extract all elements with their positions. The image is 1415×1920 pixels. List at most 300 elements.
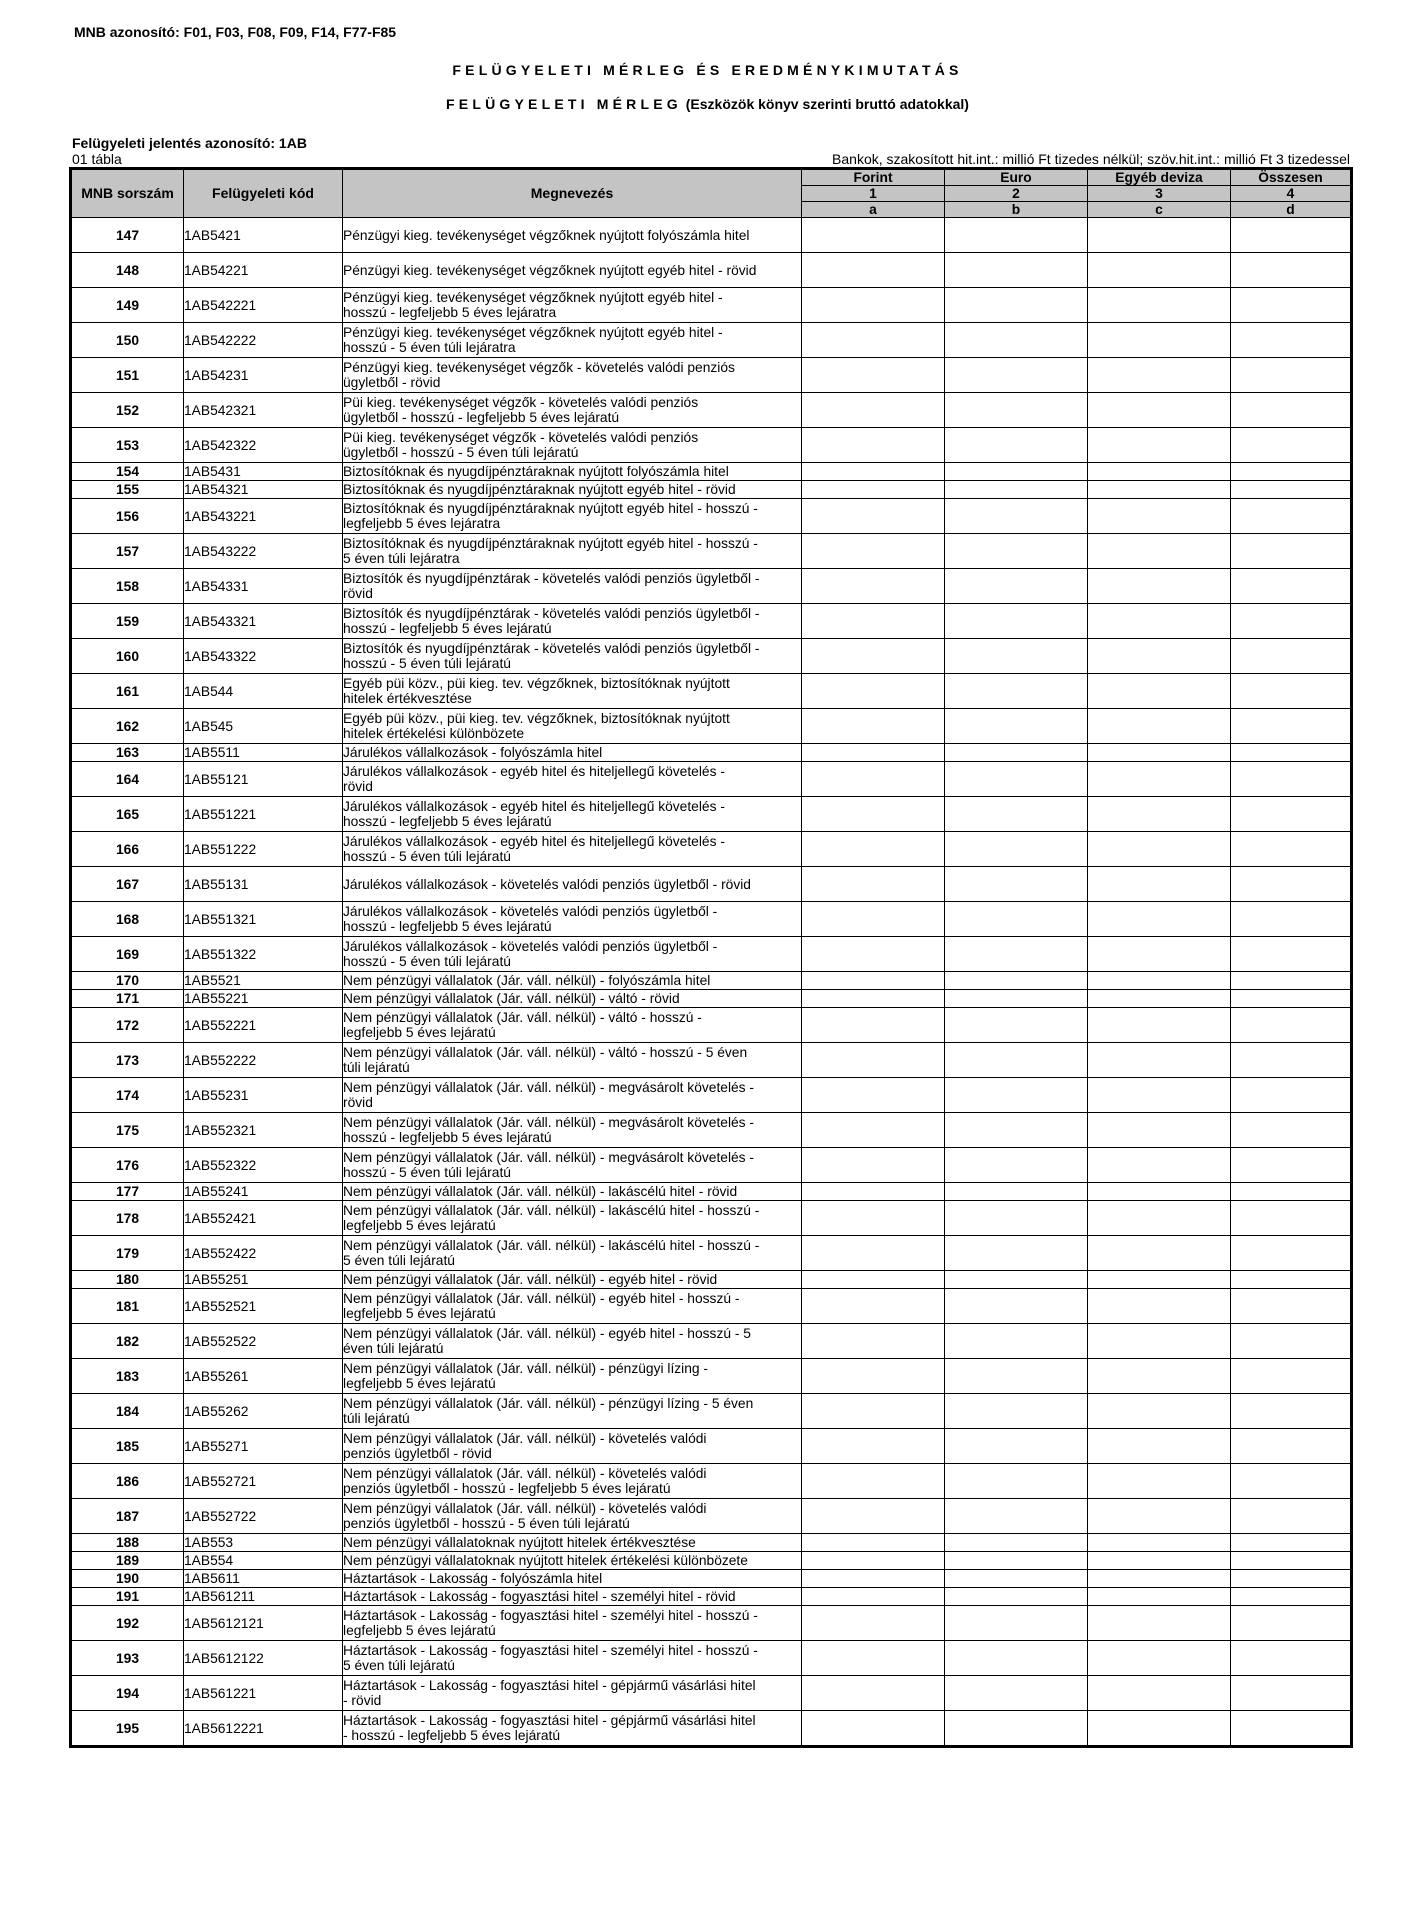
value-cell-forint[interactable] bbox=[802, 1711, 945, 1747]
value-cell-euro[interactable] bbox=[945, 1606, 1088, 1641]
value-cell-egyeb-deviza[interactable] bbox=[1088, 463, 1231, 481]
row-description bbox=[343, 253, 802, 288]
value-cell-egyeb-deviza[interactable] bbox=[1088, 534, 1231, 569]
value-cell-euro[interactable] bbox=[945, 1008, 1088, 1043]
value-cell-osszesen[interactable] bbox=[1231, 1359, 1352, 1394]
description-line: Egyéb püi közv., püi kieg. tev. végzőknek, biztosítóknak nyújtott bbox=[343, 711, 730, 726]
value-cell-egyeb-deviza[interactable] bbox=[1088, 481, 1231, 499]
value-cell-euro[interactable] bbox=[945, 1289, 1088, 1324]
value-cell-osszesen[interactable] bbox=[1231, 1711, 1352, 1747]
row-code: 1AB55262 bbox=[184, 1394, 343, 1429]
value-cell-euro[interactable] bbox=[945, 358, 1088, 393]
value-cell-egyeb-deviza[interactable] bbox=[1088, 1534, 1231, 1552]
value-cell-forint[interactable] bbox=[802, 1236, 945, 1271]
value-cell-forint[interactable] bbox=[802, 253, 945, 288]
description-line: Nem pénzügyi vállalatok (Jár. váll. nélkül) - váltó - hosszú - 5 éven bbox=[343, 1045, 748, 1060]
col-header-osszesen: Összesen bbox=[1231, 169, 1352, 186]
row-code: 1AB55231 bbox=[184, 1078, 343, 1113]
value-cell-forint[interactable] bbox=[802, 323, 945, 358]
value-cell-osszesen[interactable] bbox=[1231, 288, 1352, 323]
table-row bbox=[71, 797, 1352, 832]
value-cell-forint[interactable] bbox=[802, 1113, 945, 1148]
row-number: 169 bbox=[71, 937, 184, 972]
value-cell-forint[interactable] bbox=[802, 1289, 945, 1324]
value-cell-forint[interactable] bbox=[802, 1606, 945, 1641]
row-code: 1AB5612122 bbox=[184, 1641, 343, 1676]
table-row bbox=[71, 1429, 1352, 1464]
table-row bbox=[71, 709, 1352, 744]
table-row bbox=[71, 1183, 1352, 1201]
description-line: Nem pénzügyi vállalatok (Jár. váll. nélkül) - egyéb hitel - rövid bbox=[343, 1272, 718, 1287]
row-code: 1AB55221 bbox=[184, 990, 343, 1008]
value-cell-forint[interactable] bbox=[802, 1183, 945, 1201]
value-cell-osszesen[interactable] bbox=[1231, 1552, 1352, 1570]
value-cell-euro[interactable] bbox=[945, 288, 1088, 323]
value-cell-egyeb-deviza[interactable] bbox=[1088, 1394, 1231, 1429]
value-cell-egyeb-deviza[interactable] bbox=[1088, 709, 1231, 744]
value-cell-forint[interactable] bbox=[802, 709, 945, 744]
value-cell-osszesen[interactable] bbox=[1231, 797, 1352, 832]
description-line: Nem pénzügyi vállalatok (Jár. váll. nélkül) - lakáscélú hitel - hosszú - bbox=[343, 1203, 760, 1218]
value-cell-forint[interactable] bbox=[802, 481, 945, 499]
row-description bbox=[343, 1183, 802, 1201]
value-cell-osszesen[interactable] bbox=[1231, 218, 1352, 253]
value-cell-egyeb-deviza[interactable] bbox=[1088, 1641, 1231, 1676]
row-code: 1AB545 bbox=[184, 709, 343, 744]
value-cell-osszesen[interactable] bbox=[1231, 1429, 1352, 1464]
row-code: 1AB551222 bbox=[184, 832, 343, 867]
value-cell-egyeb-deviza[interactable] bbox=[1088, 499, 1231, 534]
value-cell-egyeb-deviza[interactable] bbox=[1088, 1359, 1231, 1394]
value-cell-egyeb-deviza[interactable] bbox=[1088, 1289, 1231, 1324]
value-cell-osszesen[interactable] bbox=[1231, 1641, 1352, 1676]
value-cell-euro[interactable] bbox=[945, 972, 1088, 990]
value-cell-euro[interactable] bbox=[945, 1464, 1088, 1499]
row-number: 155 bbox=[71, 481, 184, 499]
value-cell-euro[interactable] bbox=[945, 902, 1088, 937]
row-code: 1AB55241 bbox=[184, 1183, 343, 1201]
value-cell-egyeb-deviza[interactable] bbox=[1088, 990, 1231, 1008]
value-cell-egyeb-deviza[interactable] bbox=[1088, 674, 1231, 709]
value-cell-egyeb-deviza[interactable] bbox=[1088, 393, 1231, 428]
value-cell-forint[interactable] bbox=[802, 744, 945, 762]
value-cell-euro[interactable] bbox=[945, 990, 1088, 1008]
description-line: rövid bbox=[343, 779, 373, 794]
row-code: 1AB551322 bbox=[184, 937, 343, 972]
value-cell-euro[interactable] bbox=[945, 1043, 1088, 1078]
value-cell-euro[interactable] bbox=[945, 762, 1088, 797]
value-cell-euro[interactable] bbox=[945, 1271, 1088, 1289]
value-cell-egyeb-deviza[interactable] bbox=[1088, 1078, 1231, 1113]
value-cell-osszesen[interactable] bbox=[1231, 937, 1352, 972]
value-cell-osszesen[interactable] bbox=[1231, 1183, 1352, 1201]
value-cell-euro[interactable] bbox=[945, 1588, 1088, 1606]
value-cell-euro[interactable] bbox=[945, 499, 1088, 534]
row-description bbox=[343, 674, 802, 709]
row-description bbox=[343, 534, 802, 569]
value-cell-osszesen[interactable] bbox=[1231, 1534, 1352, 1552]
value-cell-osszesen[interactable] bbox=[1231, 1588, 1352, 1606]
row-code: 1AB552521 bbox=[184, 1289, 343, 1324]
value-cell-osszesen[interactable] bbox=[1231, 1078, 1352, 1113]
row-description bbox=[343, 1078, 802, 1113]
value-cell-osszesen[interactable] bbox=[1231, 832, 1352, 867]
row-number: 160 bbox=[71, 639, 184, 674]
table-row bbox=[71, 674, 1352, 709]
value-cell-osszesen[interactable] bbox=[1231, 1324, 1352, 1359]
value-cell-euro[interactable] bbox=[945, 832, 1088, 867]
value-cell-osszesen[interactable] bbox=[1231, 1113, 1352, 1148]
row-code: 1AB5611 bbox=[184, 1570, 343, 1588]
value-cell-euro[interactable] bbox=[945, 1429, 1088, 1464]
value-cell-euro[interactable] bbox=[945, 1570, 1088, 1588]
value-cell-osszesen[interactable] bbox=[1231, 1201, 1352, 1236]
table-row bbox=[71, 937, 1352, 972]
value-cell-osszesen[interactable] bbox=[1231, 1676, 1352, 1711]
row-number: 159 bbox=[71, 604, 184, 639]
value-cell-forint[interactable] bbox=[802, 832, 945, 867]
value-cell-forint[interactable] bbox=[802, 1008, 945, 1043]
description-line: 5 éven túli lejáratra bbox=[343, 551, 460, 566]
value-cell-egyeb-deviza[interactable] bbox=[1088, 604, 1231, 639]
row-code: 1AB551221 bbox=[184, 797, 343, 832]
value-cell-osszesen[interactable] bbox=[1231, 1606, 1352, 1641]
value-cell-forint[interactable] bbox=[802, 1641, 945, 1676]
row-number: 192 bbox=[71, 1606, 184, 1641]
row-description bbox=[343, 1236, 802, 1271]
value-cell-euro[interactable] bbox=[945, 1078, 1088, 1113]
value-cell-forint[interactable] bbox=[802, 1359, 945, 1394]
value-cell-euro[interactable] bbox=[945, 709, 1088, 744]
value-cell-euro[interactable] bbox=[945, 218, 1088, 253]
value-cell-egyeb-deviza[interactable] bbox=[1088, 288, 1231, 323]
description-line: Nem pénzügyi vállalatok (Jár. váll. nélkül) - követelés valódi bbox=[343, 1466, 707, 1481]
value-cell-forint[interactable] bbox=[802, 1429, 945, 1464]
description-line: Járulékos vállalkozások - követelés valódi penziós ügyletből - bbox=[343, 939, 718, 954]
value-cell-osszesen[interactable] bbox=[1231, 762, 1352, 797]
description-line: Járulékos vállalkozások - követelés valódi penziós ügyletből - bbox=[343, 904, 718, 919]
row-code: 1AB54231 bbox=[184, 358, 343, 393]
row-code: 1AB551321 bbox=[184, 902, 343, 937]
row-description bbox=[343, 832, 802, 867]
value-cell-euro[interactable] bbox=[945, 1676, 1088, 1711]
value-cell-forint[interactable] bbox=[802, 937, 945, 972]
row-description bbox=[343, 1588, 802, 1606]
row-number: 189 bbox=[71, 1552, 184, 1570]
description-line: 5 éven túli lejáratú bbox=[343, 1658, 455, 1673]
row-number: 184 bbox=[71, 1394, 184, 1429]
col-letter: b bbox=[945, 202, 1088, 218]
value-cell-euro[interactable] bbox=[945, 797, 1088, 832]
row-number: 178 bbox=[71, 1201, 184, 1236]
value-cell-euro[interactable] bbox=[945, 393, 1088, 428]
value-cell-osszesen[interactable] bbox=[1231, 1148, 1352, 1183]
value-cell-forint[interactable] bbox=[802, 1464, 945, 1499]
value-cell-egyeb-deviza[interactable] bbox=[1088, 1676, 1231, 1711]
value-cell-forint[interactable] bbox=[802, 1148, 945, 1183]
value-cell-egyeb-deviza[interactable] bbox=[1088, 1201, 1231, 1236]
value-cell-euro[interactable] bbox=[945, 1552, 1088, 1570]
description-line: penziós ügyletből - hosszú - legfeljebb 5 éves lejáratú bbox=[343, 1481, 671, 1496]
value-cell-euro[interactable] bbox=[945, 253, 1088, 288]
value-cell-osszesen[interactable] bbox=[1231, 972, 1352, 990]
value-cell-egyeb-deviza[interactable] bbox=[1088, 1113, 1231, 1148]
table-row bbox=[71, 569, 1352, 604]
value-cell-egyeb-deviza[interactable] bbox=[1088, 762, 1231, 797]
value-cell-osszesen[interactable] bbox=[1231, 428, 1352, 463]
value-cell-forint[interactable] bbox=[802, 1271, 945, 1289]
description-line: Biztosítók és nyugdíjpénztárak - követelés valódi penziós ügyletből - bbox=[343, 571, 760, 586]
value-cell-forint[interactable] bbox=[802, 762, 945, 797]
row-number: 170 bbox=[71, 972, 184, 990]
value-cell-egyeb-deviza[interactable] bbox=[1088, 1429, 1231, 1464]
value-cell-euro[interactable] bbox=[945, 937, 1088, 972]
value-cell-forint[interactable] bbox=[802, 990, 945, 1008]
value-cell-euro[interactable] bbox=[945, 1534, 1088, 1552]
value-cell-forint[interactable] bbox=[802, 867, 945, 902]
value-cell-osszesen[interactable] bbox=[1231, 323, 1352, 358]
value-cell-egyeb-deviza[interactable] bbox=[1088, 1464, 1231, 1499]
value-cell-egyeb-deviza[interactable] bbox=[1088, 1588, 1231, 1606]
row-number: 173 bbox=[71, 1043, 184, 1078]
description-line: hitelek értékelési különbözete bbox=[343, 726, 525, 741]
value-cell-egyeb-deviza[interactable] bbox=[1088, 253, 1231, 288]
value-cell-egyeb-deviza[interactable] bbox=[1088, 1606, 1231, 1641]
value-cell-forint[interactable] bbox=[802, 1499, 945, 1534]
value-cell-euro[interactable] bbox=[945, 639, 1088, 674]
value-cell-forint[interactable] bbox=[802, 463, 945, 481]
value-cell-egyeb-deviza[interactable] bbox=[1088, 744, 1231, 762]
value-cell-euro[interactable] bbox=[945, 534, 1088, 569]
value-cell-egyeb-deviza[interactable] bbox=[1088, 1148, 1231, 1183]
table-row bbox=[71, 1570, 1352, 1588]
value-cell-forint[interactable] bbox=[802, 1201, 945, 1236]
value-cell-egyeb-deviza[interactable] bbox=[1088, 937, 1231, 972]
row-description bbox=[343, 1271, 802, 1289]
value-cell-egyeb-deviza[interactable] bbox=[1088, 797, 1231, 832]
description-line: Nem pénzügyi vállalatok (Jár. váll. nélkül) - pénzügyi lízing - 5 éven bbox=[343, 1396, 754, 1411]
value-cell-osszesen[interactable] bbox=[1231, 481, 1352, 499]
value-cell-osszesen[interactable] bbox=[1231, 253, 1352, 288]
value-cell-osszesen[interactable] bbox=[1231, 604, 1352, 639]
value-cell-osszesen[interactable] bbox=[1231, 358, 1352, 393]
col-number: 3 bbox=[1088, 186, 1231, 202]
row-code: 1AB554 bbox=[184, 1552, 343, 1570]
table-row bbox=[71, 1606, 1352, 1641]
row-description bbox=[343, 1113, 802, 1148]
value-cell-osszesen[interactable] bbox=[1231, 393, 1352, 428]
value-cell-egyeb-deviza[interactable] bbox=[1088, 1324, 1231, 1359]
description-line: legfeljebb 5 éves lejáratú bbox=[343, 1376, 496, 1391]
description-line: túli lejáratú bbox=[343, 1411, 410, 1426]
table-row bbox=[71, 1289, 1352, 1324]
row-description bbox=[343, 937, 802, 972]
col-letter: a bbox=[802, 202, 945, 218]
value-cell-osszesen[interactable] bbox=[1231, 1008, 1352, 1043]
description-line: Nem pénzügyi vállalatok (Jár. váll. nélkül) - megvásárolt követelés - bbox=[343, 1115, 755, 1130]
value-cell-forint[interactable] bbox=[802, 1394, 945, 1429]
table-row bbox=[71, 1394, 1352, 1429]
value-cell-osszesen[interactable] bbox=[1231, 1271, 1352, 1289]
row-code: 1AB552721 bbox=[184, 1464, 343, 1499]
col-number: 4 bbox=[1231, 186, 1352, 202]
table-row bbox=[71, 1641, 1352, 1676]
value-cell-osszesen[interactable] bbox=[1231, 534, 1352, 569]
value-cell-forint[interactable] bbox=[802, 358, 945, 393]
value-cell-euro[interactable] bbox=[945, 1359, 1088, 1394]
col-header-megnevezes: Megnevezés bbox=[343, 169, 802, 218]
value-cell-euro[interactable] bbox=[945, 1324, 1088, 1359]
value-cell-forint[interactable] bbox=[802, 534, 945, 569]
row-code: 1AB552722 bbox=[184, 1499, 343, 1534]
value-cell-egyeb-deviza[interactable] bbox=[1088, 1043, 1231, 1078]
description-line: rövid bbox=[343, 1095, 373, 1110]
value-cell-egyeb-deviza[interactable] bbox=[1088, 902, 1231, 937]
value-cell-euro[interactable] bbox=[945, 1148, 1088, 1183]
value-cell-egyeb-deviza[interactable] bbox=[1088, 1570, 1231, 1588]
description-line: Nem pénzügyi vállalatok (Jár. váll. nélkül) - követelés valódi bbox=[343, 1501, 707, 1516]
table-row bbox=[71, 867, 1352, 902]
value-cell-osszesen[interactable] bbox=[1231, 1394, 1352, 1429]
value-cell-forint[interactable] bbox=[802, 499, 945, 534]
value-cell-forint[interactable] bbox=[802, 1552, 945, 1570]
value-cell-forint[interactable] bbox=[802, 1534, 945, 1552]
value-cell-egyeb-deviza[interactable] bbox=[1088, 1008, 1231, 1043]
value-cell-egyeb-deviza[interactable] bbox=[1088, 972, 1231, 990]
value-cell-osszesen[interactable] bbox=[1231, 1289, 1352, 1324]
value-cell-forint[interactable] bbox=[802, 902, 945, 937]
value-cell-osszesen[interactable] bbox=[1231, 744, 1352, 762]
row-number: 180 bbox=[71, 1271, 184, 1289]
description-line: Nem pénzügyi vállalatoknak nyújtott hitelek értékelési különbözete bbox=[343, 1553, 748, 1568]
description-line: hosszú - legfeljebb 5 éves lejáratú bbox=[343, 621, 552, 636]
table-row bbox=[71, 499, 1352, 534]
value-cell-forint[interactable] bbox=[802, 393, 945, 428]
row-description bbox=[343, 463, 802, 481]
value-cell-egyeb-deviza[interactable] bbox=[1088, 569, 1231, 604]
value-cell-osszesen[interactable] bbox=[1231, 1499, 1352, 1534]
value-cell-euro[interactable] bbox=[945, 323, 1088, 358]
value-cell-forint[interactable] bbox=[802, 218, 945, 253]
value-cell-euro[interactable] bbox=[945, 463, 1088, 481]
value-cell-forint[interactable] bbox=[802, 1676, 945, 1711]
value-cell-egyeb-deviza[interactable] bbox=[1088, 323, 1231, 358]
value-cell-forint[interactable] bbox=[802, 639, 945, 674]
value-cell-euro[interactable] bbox=[945, 1183, 1088, 1201]
value-cell-forint[interactable] bbox=[802, 1324, 945, 1359]
value-cell-euro[interactable] bbox=[945, 428, 1088, 463]
value-cell-osszesen[interactable] bbox=[1231, 463, 1352, 481]
value-cell-euro[interactable] bbox=[945, 1201, 1088, 1236]
value-cell-osszesen[interactable] bbox=[1231, 867, 1352, 902]
value-cell-euro[interactable] bbox=[945, 569, 1088, 604]
description-line: Háztartások - Lakosság - fogyasztási hitel - személyi hitel - hosszú - bbox=[343, 1643, 758, 1658]
description-line: Nem pénzügyi vállalatok (Jár. váll. nélkül) - követelés valódi bbox=[343, 1431, 707, 1446]
description-line: legfeljebb 5 éves lejáratú bbox=[343, 1025, 496, 1040]
value-cell-euro[interactable] bbox=[945, 867, 1088, 902]
value-cell-egyeb-deviza[interactable] bbox=[1088, 867, 1231, 902]
table-row bbox=[71, 1236, 1352, 1271]
value-cell-euro[interactable] bbox=[945, 674, 1088, 709]
row-number: 188 bbox=[71, 1534, 184, 1552]
value-cell-egyeb-deviza[interactable] bbox=[1088, 639, 1231, 674]
value-cell-forint[interactable] bbox=[802, 288, 945, 323]
value-cell-egyeb-deviza[interactable] bbox=[1088, 1236, 1231, 1271]
value-cell-osszesen[interactable] bbox=[1231, 639, 1352, 674]
value-cell-egyeb-deviza[interactable] bbox=[1088, 1183, 1231, 1201]
description-line: penziós ügyletből - rövid bbox=[343, 1446, 492, 1461]
table-row bbox=[71, 832, 1352, 867]
value-cell-osszesen[interactable] bbox=[1231, 569, 1352, 604]
row-description bbox=[343, 393, 802, 428]
value-cell-forint[interactable] bbox=[802, 604, 945, 639]
value-cell-egyeb-deviza[interactable] bbox=[1088, 358, 1231, 393]
description-line: hosszú - 5 éven túli lejáratú bbox=[343, 849, 511, 864]
value-cell-euro[interactable] bbox=[945, 1394, 1088, 1429]
value-cell-forint[interactable] bbox=[802, 428, 945, 463]
value-cell-forint[interactable] bbox=[802, 1078, 945, 1113]
value-cell-euro[interactable] bbox=[945, 1499, 1088, 1534]
row-code: 1AB543322 bbox=[184, 639, 343, 674]
row-code: 1AB552422 bbox=[184, 1236, 343, 1271]
value-cell-egyeb-deviza[interactable] bbox=[1088, 832, 1231, 867]
value-cell-euro[interactable] bbox=[945, 604, 1088, 639]
description-line: Nem pénzügyi vállalatok (Jár. váll. nélkül) - egyéb hitel - hosszú - 5 bbox=[343, 1326, 751, 1341]
row-code: 1AB54321 bbox=[184, 481, 343, 499]
row-code: 1AB543321 bbox=[184, 604, 343, 639]
value-cell-egyeb-deviza[interactable] bbox=[1088, 218, 1231, 253]
value-cell-osszesen[interactable] bbox=[1231, 1570, 1352, 1588]
col-header-sorszam: MNB sorszám bbox=[71, 169, 184, 218]
value-cell-euro[interactable] bbox=[945, 1236, 1088, 1271]
value-cell-forint[interactable] bbox=[802, 1043, 945, 1078]
value-cell-egyeb-deviza[interactable] bbox=[1088, 428, 1231, 463]
value-cell-egyeb-deviza[interactable] bbox=[1088, 1711, 1231, 1747]
value-cell-euro[interactable] bbox=[945, 481, 1088, 499]
value-cell-osszesen[interactable] bbox=[1231, 1043, 1352, 1078]
value-cell-osszesen[interactable] bbox=[1231, 1236, 1352, 1271]
col-header-egyeb-deviza: Egyéb deviza bbox=[1088, 169, 1231, 186]
row-number: 187 bbox=[71, 1499, 184, 1534]
value-cell-egyeb-deviza[interactable] bbox=[1088, 1499, 1231, 1534]
description-line: Járulékos vállalkozások - egyéb hitel és hiteljellegű követelés - bbox=[343, 799, 725, 814]
description-line: hitelek értékvesztése bbox=[343, 691, 472, 706]
value-cell-forint[interactable] bbox=[802, 1588, 945, 1606]
value-cell-osszesen[interactable] bbox=[1231, 990, 1352, 1008]
value-cell-euro[interactable] bbox=[945, 744, 1088, 762]
value-cell-egyeb-deviza[interactable] bbox=[1088, 1271, 1231, 1289]
value-cell-forint[interactable] bbox=[802, 674, 945, 709]
row-description bbox=[343, 1676, 802, 1711]
value-cell-forint[interactable] bbox=[802, 569, 945, 604]
value-cell-forint[interactable] bbox=[802, 972, 945, 990]
row-description bbox=[343, 639, 802, 674]
value-cell-euro[interactable] bbox=[945, 1641, 1088, 1676]
row-number: 179 bbox=[71, 1236, 184, 1271]
value-cell-euro[interactable] bbox=[945, 1711, 1088, 1747]
value-cell-euro[interactable] bbox=[945, 1113, 1088, 1148]
value-cell-egyeb-deviza[interactable] bbox=[1088, 1552, 1231, 1570]
row-description bbox=[343, 709, 802, 744]
value-cell-osszesen[interactable] bbox=[1231, 499, 1352, 534]
value-cell-forint[interactable] bbox=[802, 797, 945, 832]
value-cell-osszesen[interactable] bbox=[1231, 674, 1352, 709]
value-cell-forint[interactable] bbox=[802, 1570, 945, 1588]
value-cell-osszesen[interactable] bbox=[1231, 1464, 1352, 1499]
value-cell-osszesen[interactable] bbox=[1231, 902, 1352, 937]
table-row bbox=[71, 1043, 1352, 1078]
value-cell-osszesen[interactable] bbox=[1231, 709, 1352, 744]
